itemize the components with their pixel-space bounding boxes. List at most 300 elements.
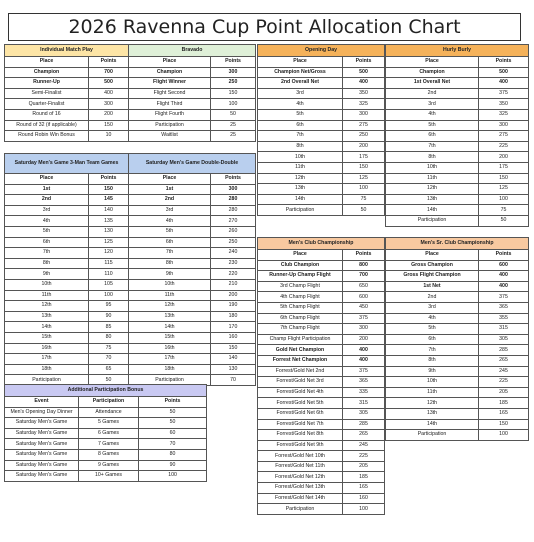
place-cell: 14th	[258, 194, 343, 205]
table-row	[386, 120, 529, 131]
place-cell: Gold Net Champion	[258, 345, 343, 356]
table-row	[258, 483, 385, 494]
points-cell: 265	[343, 430, 385, 441]
points-cell: 250	[211, 237, 256, 248]
place-cell: 3rd	[129, 205, 211, 216]
place-cell: Participation	[258, 504, 343, 515]
points-cell: 50	[89, 375, 129, 386]
place-cell: Runner-Up Champ Flight	[258, 271, 343, 282]
place-cell: 3rd	[386, 302, 479, 313]
place-cell: Participation	[129, 375, 211, 386]
place-cell: 4th	[386, 313, 479, 324]
points-cell: 110	[89, 269, 129, 280]
points-cell: 375	[343, 366, 385, 377]
points-cell: 300	[343, 109, 385, 120]
points-cell: 150	[479, 173, 529, 184]
points-cell: 70	[211, 375, 256, 386]
table-row	[258, 377, 385, 388]
table-row	[258, 302, 385, 313]
place-cell: Forrest/Gold Net 2nd	[258, 366, 343, 377]
table-row	[258, 398, 385, 409]
points-cell: 450	[343, 302, 385, 313]
points-cell: 185	[343, 472, 385, 483]
points-cell: 105	[89, 279, 129, 290]
points-cell: 70	[139, 439, 207, 450]
place-column-header: Place	[5, 174, 89, 185]
place-cell: 14th	[386, 419, 479, 430]
points-cell: 375	[479, 292, 529, 303]
table-row	[258, 67, 385, 78]
points-cell: 400	[479, 281, 529, 292]
place-cell: 3rd	[258, 88, 343, 99]
place-cell: Forrest/Gold Net 8th	[258, 430, 343, 441]
table-row	[5, 407, 207, 418]
points-cell: 25	[211, 120, 256, 131]
points-cell: 210	[211, 279, 256, 290]
table-row	[386, 345, 529, 356]
table-header: Opening Day	[258, 45, 385, 57]
place-cell: Forrest/Gold Net 7th	[258, 419, 343, 430]
table-row	[258, 194, 385, 205]
place-cell: 8th	[386, 152, 479, 163]
place-cell: 12th	[5, 301, 89, 312]
points-cell: 175	[343, 152, 385, 163]
event-cell: Saturday Men's Game	[5, 428, 79, 439]
table-row	[258, 313, 385, 324]
place-cell: 15th	[129, 332, 211, 343]
table-row	[5, 99, 129, 110]
points-cell: 400	[89, 88, 129, 99]
club-championship-table	[257, 237, 385, 515]
place-cell: 5th	[5, 226, 89, 237]
table-row	[5, 258, 129, 269]
place-cell: Champion Net/Gross	[258, 67, 343, 78]
place-cell: Round of 32 (if applicable)	[5, 120, 89, 131]
table-row	[386, 152, 529, 163]
points-cell: 285	[343, 419, 385, 430]
place-cell: 8th	[258, 141, 343, 152]
table-row	[258, 292, 385, 303]
points-cell: 245	[479, 366, 529, 377]
place-cell: Club Champion	[258, 260, 343, 271]
place-cell: 1st Net	[386, 281, 479, 292]
table-row	[258, 419, 385, 430]
place-cell: Participation	[258, 205, 343, 216]
points-cell: 300	[479, 120, 529, 131]
place-cell: Forrest/Gold Net 3rd	[258, 377, 343, 388]
place-cell: 14th	[129, 322, 211, 333]
table-row	[386, 88, 529, 99]
points-cell: 90	[89, 311, 129, 322]
table-row	[258, 504, 385, 515]
table-row	[129, 205, 256, 216]
points-cell: 250	[343, 131, 385, 142]
table-row	[129, 184, 256, 195]
points-cell: 65	[89, 364, 129, 375]
points-cell: 185	[479, 398, 529, 409]
table-row	[5, 364, 129, 375]
points-cell: 270	[211, 216, 256, 227]
table-row	[258, 205, 385, 216]
points-cell: 100	[211, 99, 256, 110]
table-row	[386, 355, 529, 366]
points-cell: 400	[479, 271, 529, 282]
table-row	[129, 120, 256, 131]
points-cell: 325	[479, 109, 529, 120]
points-cell: 205	[343, 461, 385, 472]
participation-cell: 6 Games	[79, 428, 139, 439]
points-cell: 50	[139, 418, 207, 429]
place-cell: Participation	[386, 215, 479, 226]
place-cell: 7th	[129, 248, 211, 259]
points-cell: 500	[479, 67, 529, 78]
points-cell: 150	[211, 88, 256, 99]
points-cell: 225	[479, 141, 529, 152]
table-row	[5, 343, 129, 354]
points-cell: 600	[479, 260, 529, 271]
place-cell: 1st Overall Net	[386, 78, 479, 89]
place-cell: Flight Fourth	[129, 109, 211, 120]
participation-cell: 7 Games	[79, 439, 139, 450]
table-header: Men's Sr. Club Championship	[386, 238, 529, 250]
place-cell: Forrest/Gold Net 4th	[258, 387, 343, 398]
table-header: Additional Participation Bonus	[5, 385, 207, 397]
points-cell: 365	[479, 302, 529, 313]
place-cell: Flight Winner	[129, 78, 211, 89]
page-title: 2026 Ravenna Cup Point Allocation Chart	[8, 13, 521, 41]
table-row	[258, 184, 385, 195]
points-column-header: Points	[343, 250, 385, 261]
points-cell: 375	[343, 313, 385, 324]
table-row	[386, 430, 529, 441]
table-header: Bravado	[129, 45, 256, 57]
table-header: Saturday Men's Game 3-Man Team Games	[5, 154, 129, 174]
points-cell: 125	[343, 173, 385, 184]
table-row	[386, 260, 529, 271]
table-row	[258, 271, 385, 282]
place-cell: 4th	[386, 109, 479, 120]
table-row	[5, 471, 207, 482]
table-row	[386, 408, 529, 419]
table-row	[386, 141, 529, 152]
place-cell: Participation	[5, 375, 89, 386]
points-cell: 275	[479, 131, 529, 142]
points-cell: 800	[343, 260, 385, 271]
table-row	[5, 237, 129, 248]
place-cell: 12th	[386, 398, 479, 409]
table-row	[5, 301, 129, 312]
points-cell: 180	[211, 311, 256, 322]
table-row	[5, 88, 129, 99]
points-cell: 50	[343, 205, 385, 216]
table-row	[5, 290, 129, 301]
place-cell: 2nd	[129, 195, 211, 206]
table-row	[386, 109, 529, 120]
points-cell: 500	[343, 67, 385, 78]
table-row	[258, 260, 385, 271]
points-cell: 225	[479, 377, 529, 388]
place-cell: 13th	[129, 311, 211, 322]
place-cell: Participation	[129, 120, 211, 131]
table-row	[5, 131, 129, 142]
points-cell: 80	[89, 332, 129, 343]
points-cell: 150	[479, 419, 529, 430]
place-cell: 5th	[129, 226, 211, 237]
table-row	[386, 271, 529, 282]
points-cell: 350	[479, 99, 529, 110]
table-row	[386, 162, 529, 173]
points-cell: 160	[211, 332, 256, 343]
place-cell: 15th	[5, 332, 89, 343]
points-cell: 70	[89, 354, 129, 365]
place-cell: Champ Flight Participation	[258, 334, 343, 345]
table-row	[258, 472, 385, 483]
points-cell: 200	[343, 141, 385, 152]
points-cell: 200	[343, 334, 385, 345]
points-cell: 400	[343, 78, 385, 89]
table-row	[5, 120, 129, 131]
place-cell: Gross Champion	[386, 260, 479, 271]
table-row	[386, 99, 529, 110]
points-cell: 100	[139, 471, 207, 482]
points-cell: 100	[479, 430, 529, 441]
place-cell: 12th	[258, 173, 343, 184]
place-cell: Flight Second	[129, 88, 211, 99]
points-cell: 300	[89, 99, 129, 110]
points-cell: 50	[139, 407, 207, 418]
table-row	[258, 162, 385, 173]
place-cell: 6th	[5, 237, 89, 248]
points-column-header: Points	[479, 57, 529, 68]
saturday-3-man-table	[4, 153, 129, 386]
table-row	[129, 279, 256, 290]
place-cell: 10th	[258, 152, 343, 163]
points-column-header: Points	[211, 57, 256, 68]
points-cell: 165	[479, 408, 529, 419]
event-cell: Saturday Men's Game	[5, 471, 79, 482]
table-row	[5, 269, 129, 280]
points-cell: 305	[343, 408, 385, 419]
place-cell: 17th	[129, 354, 211, 365]
points-cell: 200	[479, 152, 529, 163]
points-cell: 300	[343, 324, 385, 335]
place-cell: 5th	[386, 120, 479, 131]
place-cell: 14th	[386, 205, 479, 216]
place-cell: Forrest/Gold Net 11th	[258, 461, 343, 472]
table-row	[386, 205, 529, 216]
table-row	[129, 216, 256, 227]
table-row	[129, 364, 256, 375]
place-cell: 16th	[5, 343, 89, 354]
table-row	[5, 78, 129, 89]
place-cell: 4th	[5, 216, 89, 227]
table-row	[258, 173, 385, 184]
place-cell: 5th	[386, 324, 479, 335]
points-cell: 220	[211, 269, 256, 280]
points-cell: 145	[89, 195, 129, 206]
place-cell: 8th	[386, 355, 479, 366]
points-cell: 130	[89, 226, 129, 237]
points-cell: 300	[211, 67, 256, 78]
points-cell: 700	[89, 67, 129, 78]
table-row	[5, 428, 207, 439]
place-cell: 8th	[5, 258, 89, 269]
place-column-header: Place	[386, 250, 479, 261]
points-cell: 305	[479, 334, 529, 345]
points-cell: 10	[89, 131, 129, 142]
table-row	[386, 131, 529, 142]
points-cell: 100	[343, 504, 385, 515]
place-cell: Forrest Net Champion	[258, 355, 343, 366]
place-cell: 10th	[129, 279, 211, 290]
points-cell: 355	[479, 313, 529, 324]
place-cell: 13th	[258, 184, 343, 195]
points-cell: 95	[89, 301, 129, 312]
place-cell: 7th	[5, 248, 89, 259]
table-row	[386, 366, 529, 377]
participation-cell: 9 Games	[79, 460, 139, 471]
table-row	[129, 311, 256, 322]
table-row	[129, 131, 256, 142]
place-cell: 13th	[5, 311, 89, 322]
place-cell: Gross Flight Champion	[386, 271, 479, 282]
table-row	[386, 215, 529, 226]
table-row	[129, 195, 256, 206]
table-row	[258, 430, 385, 441]
table-row	[386, 173, 529, 184]
points-cell: 500	[89, 78, 129, 89]
place-cell: 8th	[129, 258, 211, 269]
place-cell: Forrest/Gold Net 14th	[258, 493, 343, 504]
table-row	[258, 78, 385, 89]
table-row	[386, 324, 529, 335]
points-column-header: Points	[139, 397, 207, 408]
points-cell: 25	[211, 131, 256, 142]
table-row	[129, 248, 256, 259]
points-cell: 150	[211, 343, 256, 354]
points-cell: 700	[343, 271, 385, 282]
table-row	[5, 205, 129, 216]
table-row	[5, 279, 129, 290]
table-row	[5, 354, 129, 365]
place-cell: 9th	[129, 269, 211, 280]
table-row	[5, 67, 129, 78]
event-cell: Men's Opening Day Dinner	[5, 407, 79, 418]
opening-day-table	[257, 44, 385, 216]
table-header: Individual Match Play	[5, 45, 129, 57]
table-row	[5, 311, 129, 322]
place-cell: 14th	[5, 322, 89, 333]
table-row	[5, 109, 129, 120]
table-row	[129, 269, 256, 280]
points-cell: 350	[343, 88, 385, 99]
place-cell: 6th Champ Flight	[258, 313, 343, 324]
table-row	[258, 440, 385, 451]
points-cell: 50	[479, 215, 529, 226]
place-column-header: Place	[129, 57, 211, 68]
table-row	[5, 226, 129, 237]
points-cell: 280	[211, 195, 256, 206]
table-row	[129, 109, 256, 120]
place-cell: 11th	[386, 173, 479, 184]
points-cell: 170	[211, 322, 256, 333]
table-row	[129, 258, 256, 269]
place-column-header: Place	[258, 57, 343, 68]
points-cell: 100	[89, 290, 129, 301]
table-row	[129, 290, 256, 301]
place-cell: Round Robin Win Bonus	[5, 131, 89, 142]
place-cell: 18th	[129, 364, 211, 375]
points-cell: 275	[343, 120, 385, 131]
senior-club-championship-table	[385, 237, 529, 441]
place-column-header: Place	[5, 57, 89, 68]
points-cell: 335	[343, 387, 385, 398]
table-row	[5, 439, 207, 450]
place-cell: Participation	[386, 430, 479, 441]
table-row	[386, 194, 529, 205]
points-cell: 125	[479, 184, 529, 195]
event-column-header: Event	[5, 397, 79, 408]
place-cell: 3rd Champ Flight	[258, 281, 343, 292]
points-cell: 140	[89, 205, 129, 216]
table-row	[258, 408, 385, 419]
table-row	[258, 152, 385, 163]
place-cell: 16th	[129, 343, 211, 354]
place-cell: 13th	[386, 194, 479, 205]
table-row	[129, 67, 256, 78]
place-cell: 12th	[129, 301, 211, 312]
points-cell: 400	[343, 355, 385, 366]
points-cell: 265	[479, 355, 529, 366]
points-cell: 175	[479, 162, 529, 173]
table-row	[129, 88, 256, 99]
place-cell: 7th	[258, 131, 343, 142]
points-cell: 650	[343, 281, 385, 292]
event-cell: Saturday Men's Game	[5, 418, 79, 429]
table-row	[258, 120, 385, 131]
points-cell: 205	[479, 387, 529, 398]
points-cell: 315	[343, 398, 385, 409]
points-cell: 250	[211, 78, 256, 89]
points-column-header: Points	[343, 57, 385, 68]
table-row	[386, 419, 529, 430]
table-row	[386, 281, 529, 292]
points-cell: 60	[139, 428, 207, 439]
points-cell: 230	[211, 258, 256, 269]
points-cell: 75	[89, 343, 129, 354]
place-cell: 4th	[129, 216, 211, 227]
place-cell: 7th	[386, 345, 479, 356]
points-cell: 600	[343, 292, 385, 303]
participation-bonus-table	[4, 384, 207, 482]
participation-cell: 5 Games	[79, 418, 139, 429]
table-header: Hurly Burly	[386, 45, 529, 57]
points-cell: 160	[343, 493, 385, 504]
table-row	[5, 460, 207, 471]
table-row	[386, 313, 529, 324]
table-row	[258, 355, 385, 366]
place-cell: Round of 16	[5, 109, 89, 120]
individual-match-play-table	[4, 44, 129, 142]
event-cell: Saturday Men's Game	[5, 439, 79, 450]
place-cell: Semi-Finalist	[5, 88, 89, 99]
table-row	[386, 377, 529, 388]
points-column-header: Points	[89, 57, 129, 68]
place-cell: 13th	[386, 408, 479, 419]
points-cell: 300	[211, 184, 256, 195]
place-cell: 2nd Overall Net	[258, 78, 343, 89]
table-row	[258, 334, 385, 345]
